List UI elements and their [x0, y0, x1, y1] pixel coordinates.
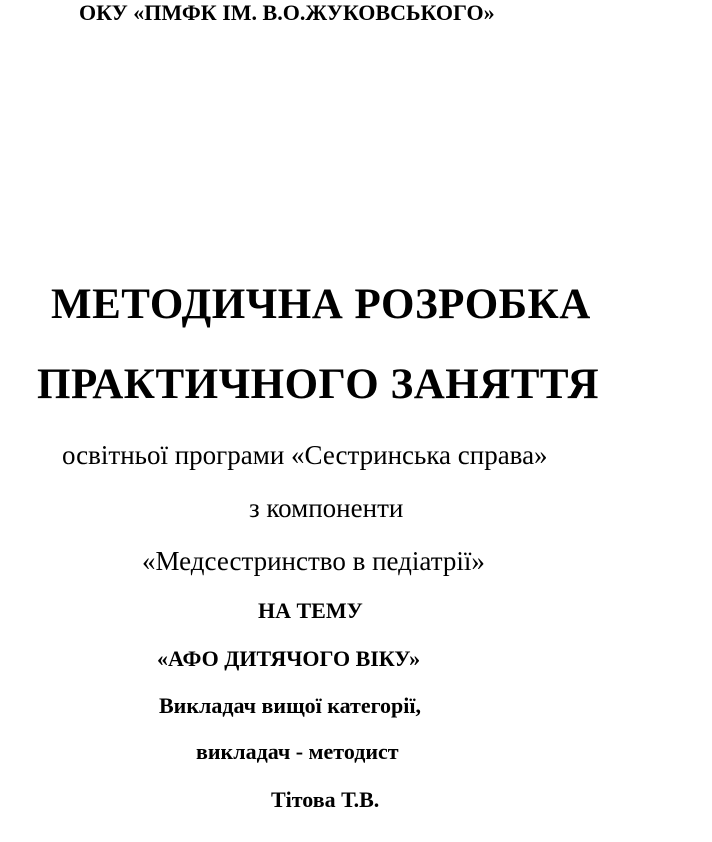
program-line: освітньої програми «Сестринська справа»	[62, 440, 548, 470]
topic-name: «АФО ДИТЯЧОГО ВІКУ»	[157, 646, 421, 671]
topic-intro: НА ТЕМУ	[258, 598, 363, 623]
document-title-line-2: ПРАКТИЧНОГО ЗАНЯТТЯ	[37, 361, 600, 408]
teacher-name: Тітова Т.В.	[271, 787, 380, 812]
teacher-role-line-2: викладач - методист	[196, 739, 399, 764]
institution-name: ОКУ «ПМФК ІМ. В.О.ЖУКОВСЬКОГО»	[79, 0, 495, 25]
component-intro: з компоненти	[249, 493, 404, 523]
teacher-role-line-1: Викладач вищої категорії,	[159, 693, 422, 718]
component-name: «Медсестринство в педіатрії»	[142, 546, 485, 576]
document-title-line-1: МЕТОДИЧНА РОЗРОБКА	[51, 281, 591, 328]
